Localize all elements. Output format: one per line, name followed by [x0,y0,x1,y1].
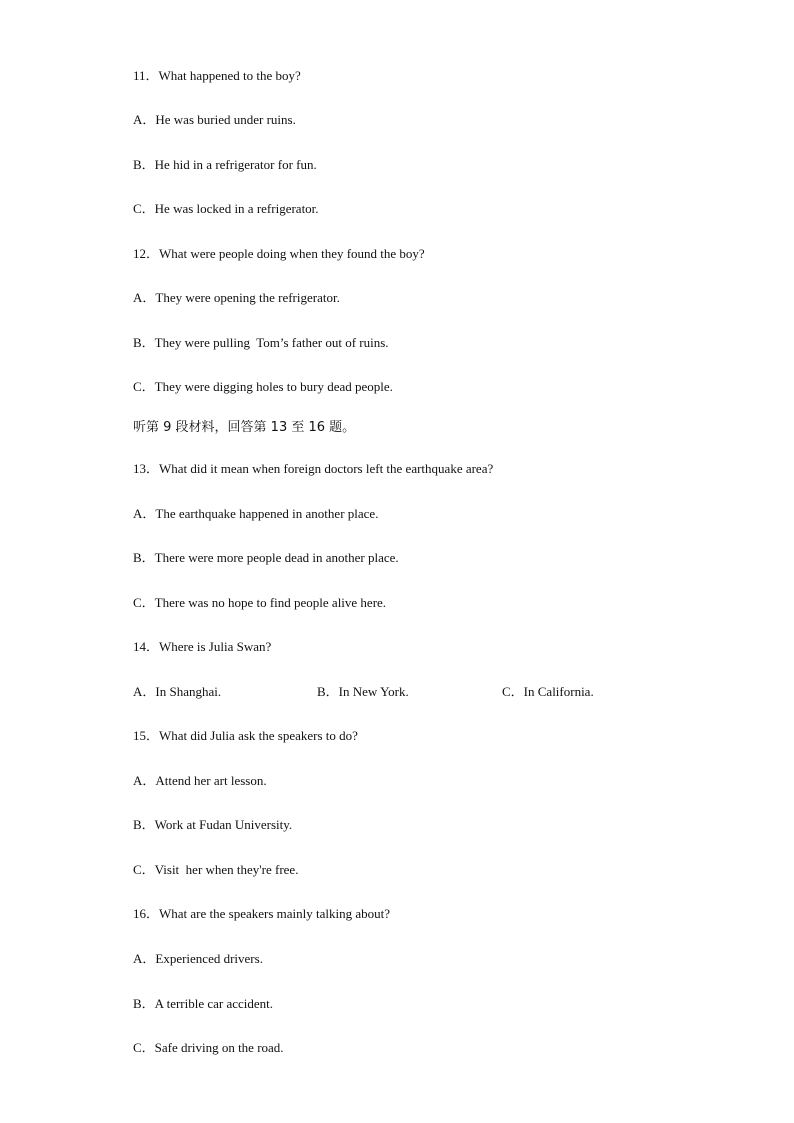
question-15-option-c: C．Visit her when they're free. [133,862,299,877]
question-12-option-b: B．They were pulling Tom’s father out of ruins. [133,335,389,350]
question-13-option-c: C．There was no hope to find people alive here. [133,595,387,610]
question-14-option-a: A．In Shanghai. [133,684,222,699]
section-instruction: 听第 9 段材料，回答第 13 至 16 题。 [133,420,356,435]
question-11-option-c: C．He was locked in a refrigerator. [133,201,319,216]
question-12-option-a: A．They were opening the refrigerator. [133,290,340,305]
question-11-option-a: A．He was buried under ruins. [133,112,296,127]
question-11-stem: 11．What happened to the boy? [133,68,301,83]
question-15-option-a: A．Attend her art lesson. [133,773,267,788]
question-12-option-c: C．They were digging holes to bury dead people. [133,379,393,394]
question-15-stem: 15．What did Julia ask the speakers to do? [133,728,358,743]
question-12-stem: 12．What were people doing when they found the boy? [133,246,425,261]
question-13-stem: 13．What did it mean when foreign doctors left the earthquake area? [133,461,494,476]
question-16-option-b: B．A terrible car accident. [133,996,274,1011]
question-16-stem: 16．What are the speakers mainly talking about? [133,906,391,921]
question-14-stem: 14．Where is Julia Swan? [133,639,272,654]
question-14-option-b: B．In New York. [317,684,409,699]
question-16-option-c: C．Safe driving on the road. [133,1040,284,1055]
question-13-option-a: A．The earthquake happened in another place. [133,506,379,521]
question-11-option-b: B．He hid in a refrigerator for fun. [133,157,317,172]
question-13-option-b: B．There were more people dead in another place. [133,550,399,565]
question-16-option-a: A．Experienced drivers. [133,951,263,966]
question-15-option-b: B．Work at Fudan University. [133,817,293,832]
question-14-option-c: C．In California. [502,684,594,699]
